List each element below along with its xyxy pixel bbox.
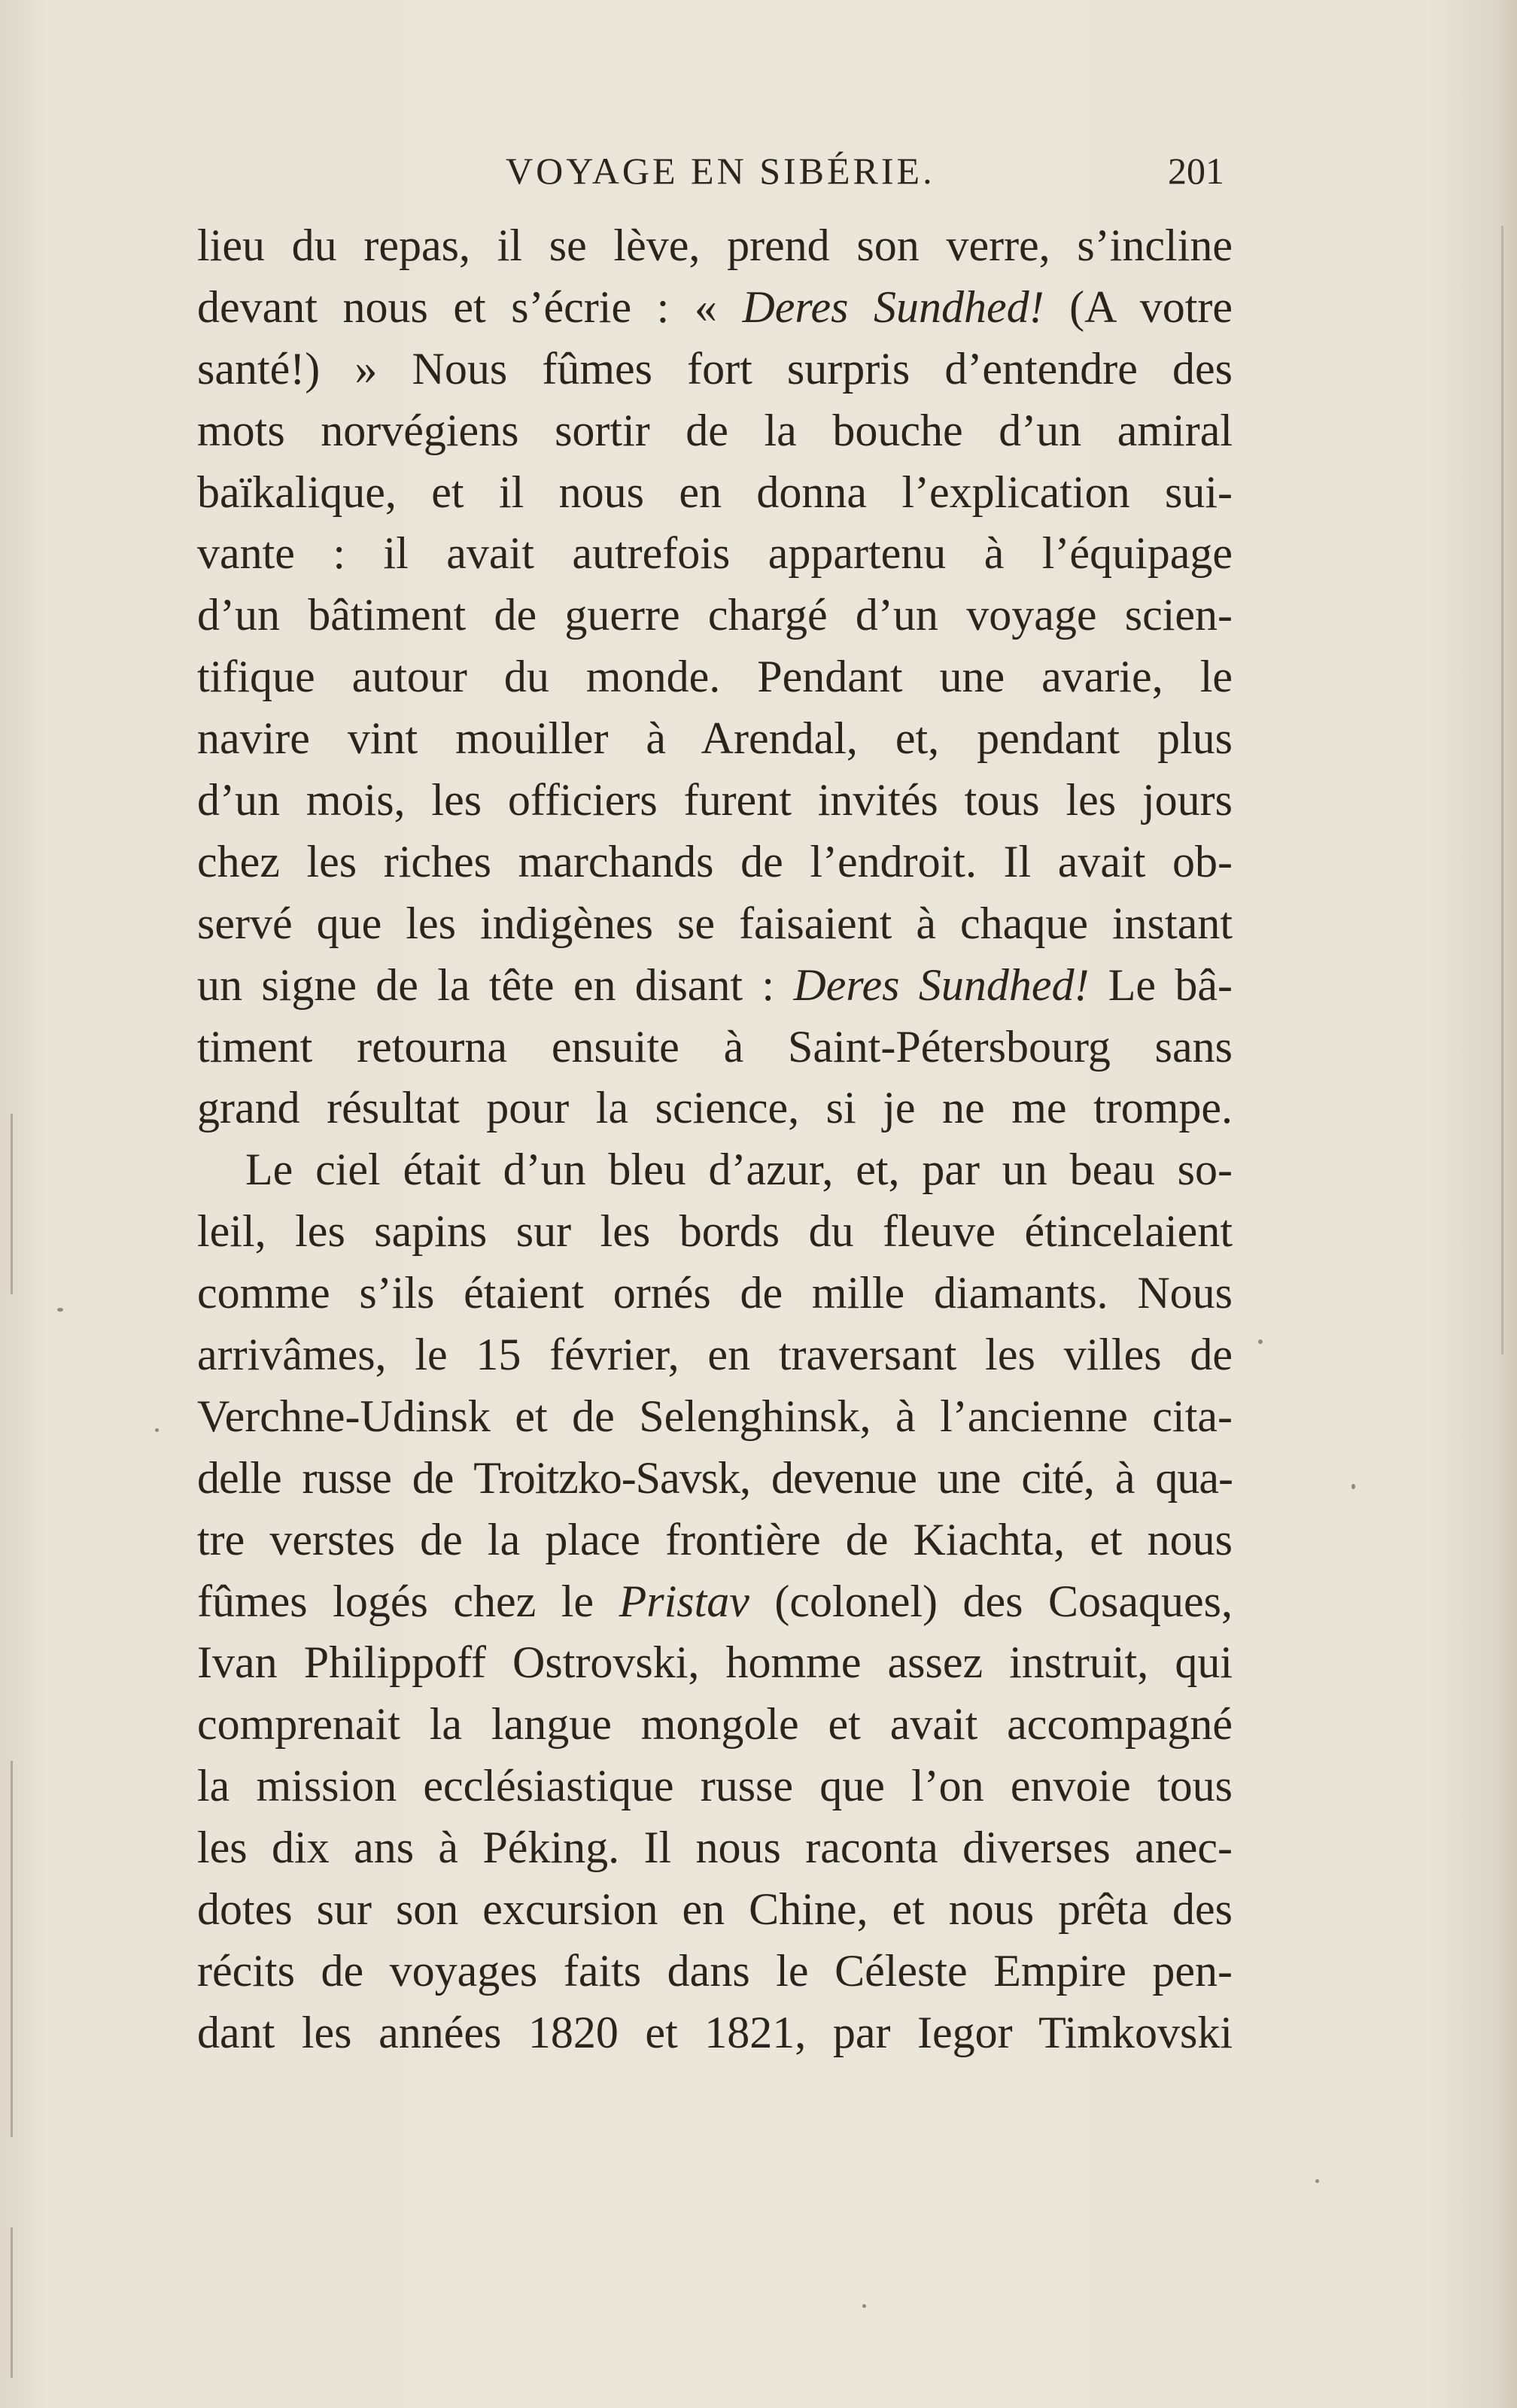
text-line: un signe de la tête en disant : Deres Sundhed! Le bâ-	[197, 959, 1233, 1010]
text-line: devant nous et s’écrie : « Deres Sundhed! (A votre	[197, 281, 1233, 332]
text-line: santé!) » Nous fûmes fort surpris d’entendre des	[197, 343, 1233, 394]
paper-speck	[1315, 2179, 1319, 2183]
text-line: Verchne-Udinsk et de Selenghinsk, à l’ancienne cita-	[197, 1391, 1233, 1441]
text-line: navire vint mouiller à Arendal, et, pendant plus	[197, 713, 1233, 764]
text-line: servé que les indigènes se faisaient à chaque instant	[197, 898, 1233, 948]
page-edge-shadow	[1501, 226, 1503, 1354]
text-line: récits de voyages faits dans le Céleste Empire pen-	[197, 1945, 1233, 1996]
text-line: baïkalique, et il nous en donna l’explication sui-	[197, 467, 1233, 517]
text-line: timent retourna ensuite à Saint-Pétersbourg sans	[197, 1021, 1233, 1072]
paragraph-start-line: Le ciel était d’un bleu d’azur, et, par un beau so-	[245, 1145, 1233, 1195]
text-line: tifique autour du monde. Pendant une avarie, le	[197, 652, 1233, 702]
text-line: arrivâmes, le 15 février, en traversant les villes de	[197, 1330, 1233, 1380]
text-line: chez les riches marchands de l’endroit. Il avait ob-	[197, 836, 1233, 886]
text-line: les dix ans à Péking. Il nous raconta diverses anec-	[197, 1823, 1233, 1873]
body-text	[197, 215, 1233, 2064]
italic-phrase: Deres Sundhed!	[742, 281, 1044, 332]
text-line: leil, les sapins sur les bords du fleuve étincelaient	[197, 1206, 1233, 1257]
binding-edge-shadow	[11, 1761, 13, 2137]
text-line: fûmes logés chez le Pristav (colonel) des Cosaques,	[197, 1576, 1233, 1626]
text-line: comprenait la langue mongole et avait accompagné	[197, 1699, 1233, 1750]
text-line: d’un mois, les officiers furent invités tous les jours	[197, 775, 1233, 825]
italic-phrase: Deres Sundhed!	[793, 959, 1090, 1010]
binding-edge-shadow	[11, 1114, 13, 1294]
text-line: d’un bâtiment de guerre chargé d’un voyage scien-	[197, 590, 1233, 640]
paper-speck	[1258, 1339, 1263, 1344]
text-line: Ivan Philippoff Ostrovski, homme assez instruit, qui	[197, 1637, 1233, 1688]
paper-speck	[57, 1308, 63, 1312]
text-line: delle russe de Troitzko-Savsk, devenue une cité, à qua-	[197, 1452, 1233, 1503]
italic-phrase: Pristav	[619, 1576, 749, 1626]
text-line: dotes sur son excursion en Chine, et nous prêta des	[197, 1884, 1233, 1935]
text-line: mots norvégiens sortir de la bouche d’un amiral	[197, 405, 1233, 455]
paper-speck	[155, 1428, 159, 1432]
text-line: la mission ecclésiastique russe que l’on envoie tous	[197, 1761, 1233, 1811]
page-number: 201	[1168, 150, 1224, 192]
running-title: VOYAGE EN SIBÉRIE.	[506, 150, 935, 192]
text-line: vante : il avait autrefois appartenu à l’équipage	[197, 528, 1233, 579]
text-line: comme s’ils étaient ornés de mille diamants. Nous	[197, 1268, 1233, 1318]
paper-speck	[862, 2304, 866, 2308]
binding-edge-shadow	[11, 2227, 13, 2378]
text-line: tre verstes de la place frontière de Kiachta, et nous	[197, 1514, 1233, 1564]
paper-speck	[1351, 1484, 1355, 1489]
text-line: lieu du repas, il se lève, prend son verre, s’incline	[197, 220, 1233, 270]
text-line: dant les années 1820 et 1821, par Iegor Timkovski	[197, 2007, 1233, 2057]
paragraph-end-line: grand résultat pour la science, si je ne me trompe.	[197, 1083, 1233, 1133]
